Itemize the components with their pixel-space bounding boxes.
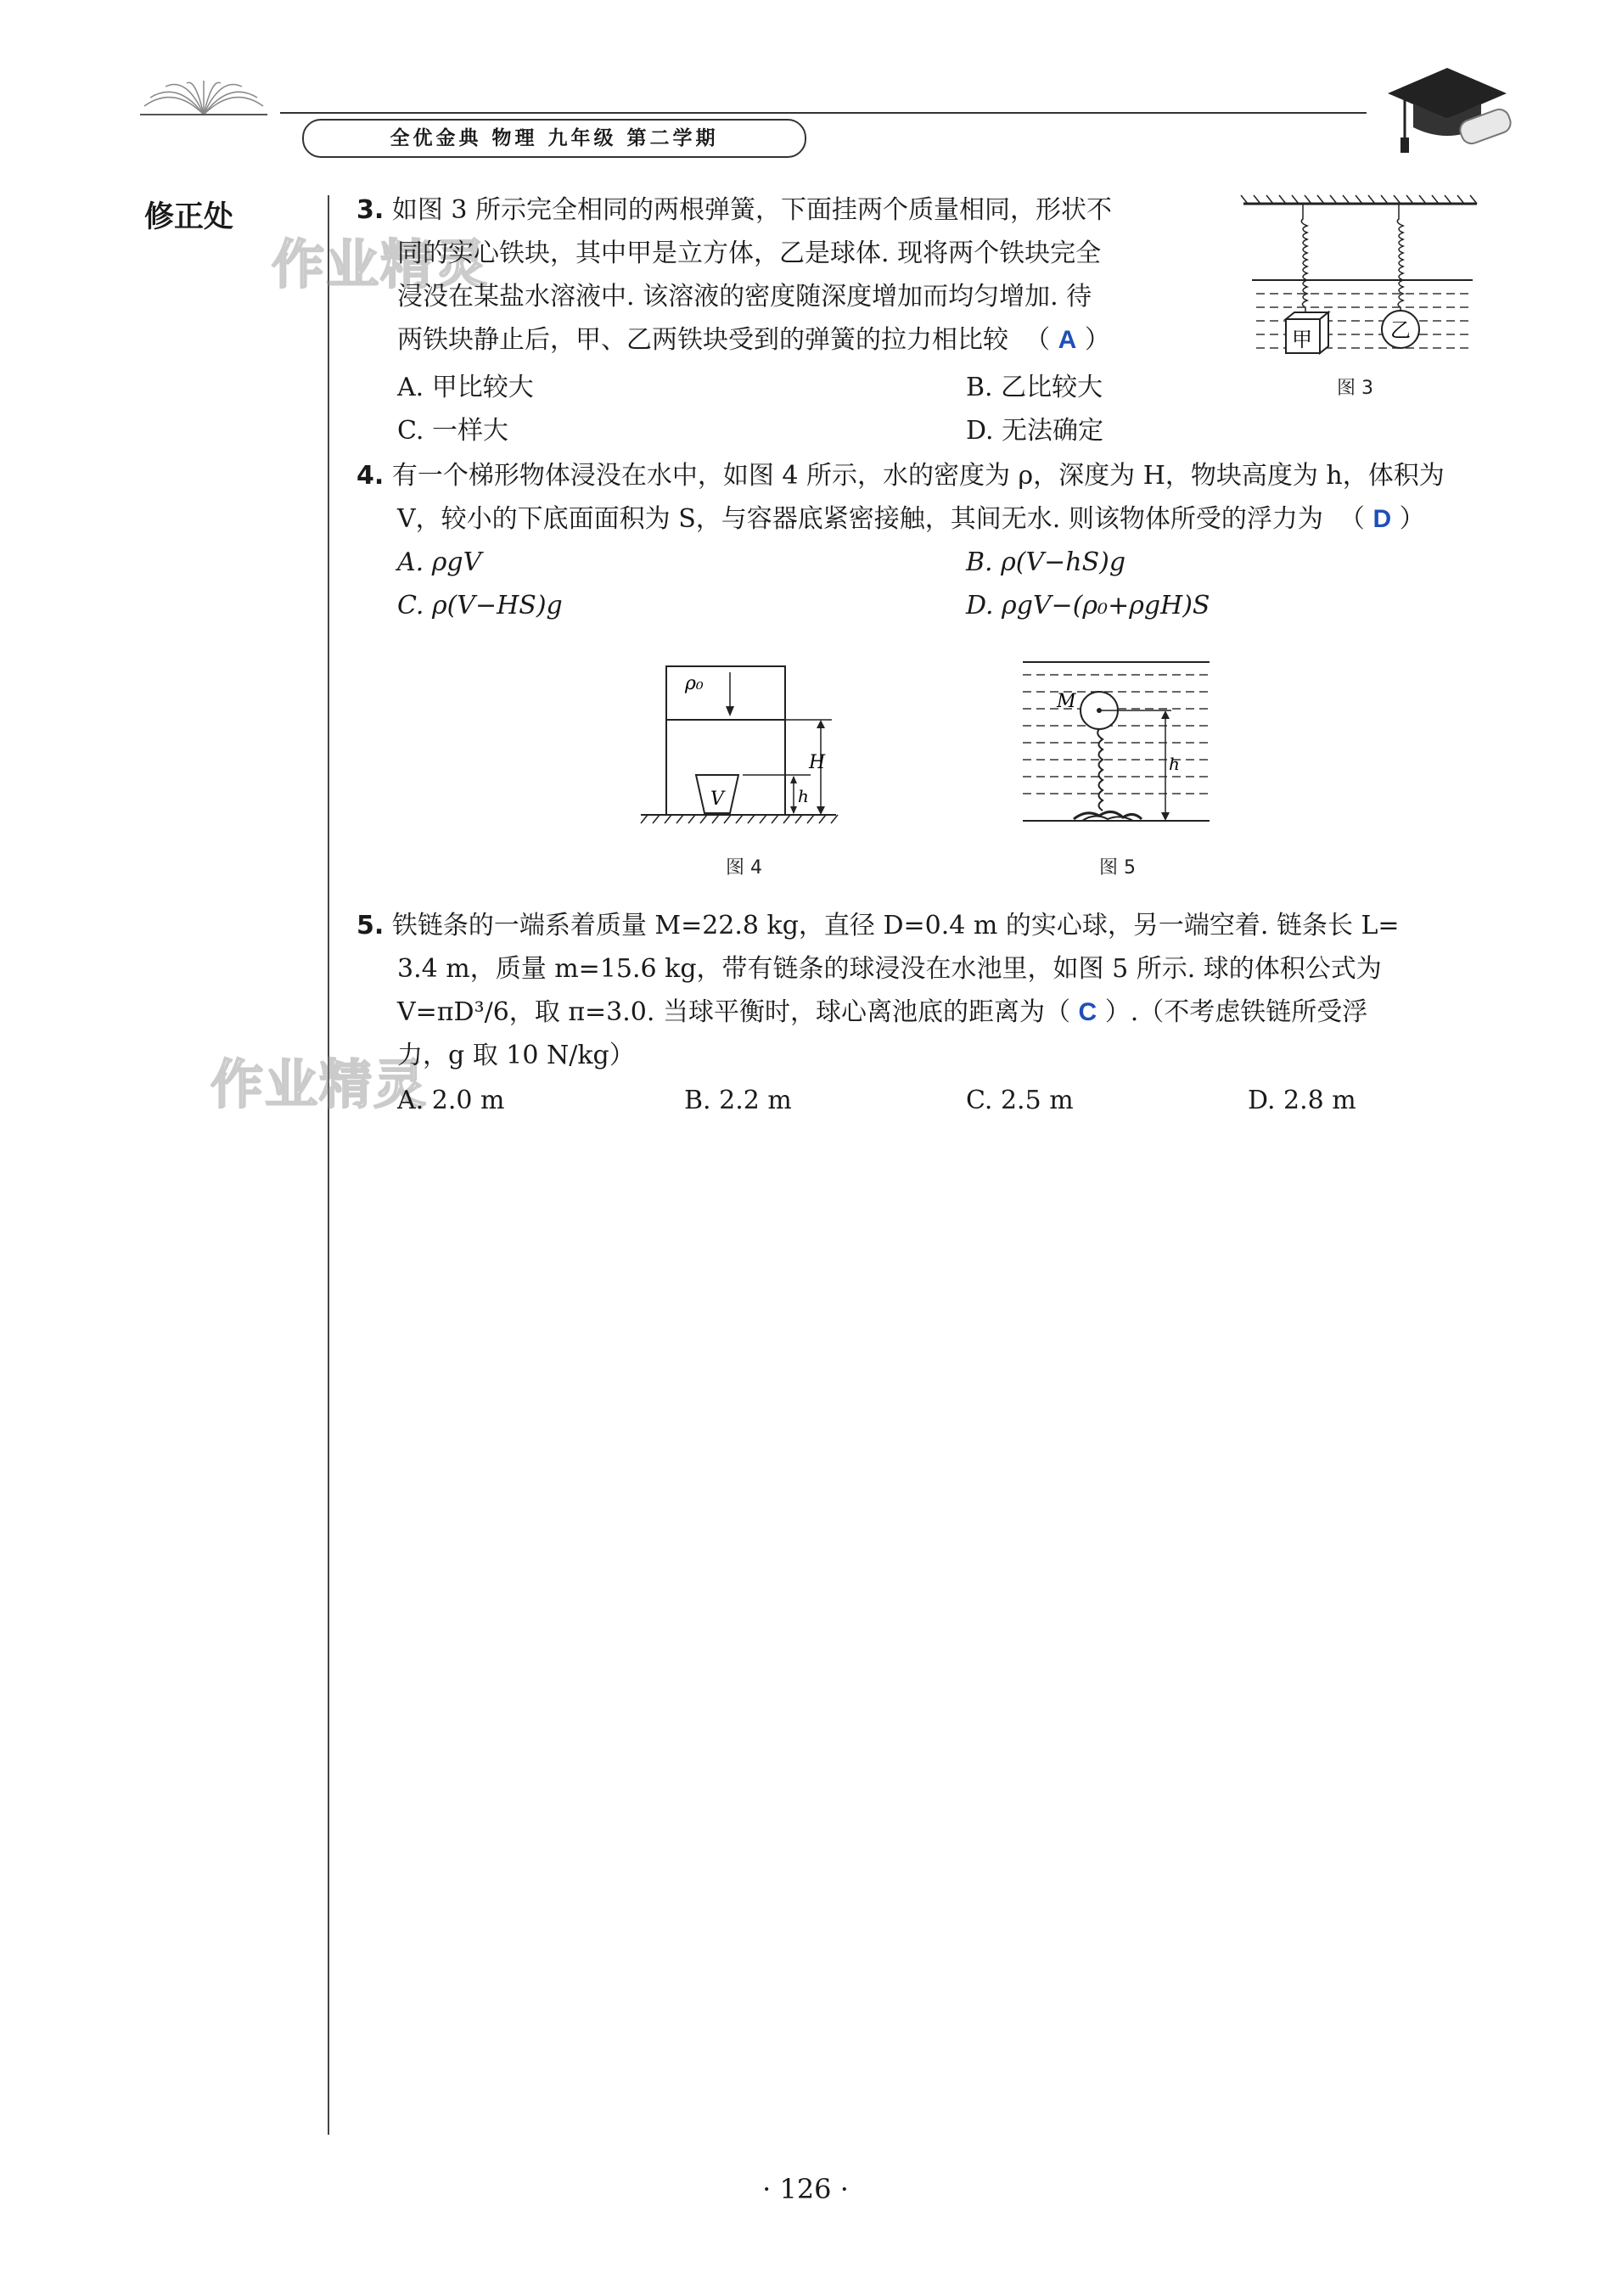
header-book-icon xyxy=(140,68,267,119)
answer-mark: C xyxy=(1078,998,1097,1026)
question-number: 4. xyxy=(356,461,385,491)
header-rule xyxy=(280,112,1367,114)
watermark: 作业精灵 xyxy=(272,233,490,295)
question-line: 力，g 取 10 N/kg） xyxy=(397,1041,635,1070)
option-b: B. 乙比较大 xyxy=(966,373,1103,402)
fig5-caption: 图 5 xyxy=(1099,857,1136,879)
question-line: V=πD³/6，取 π=3.0. 当球平衡时，球心离池底的距离为（ xyxy=(397,997,1070,1027)
margin-label: 修正处 xyxy=(144,200,234,234)
option-c: C. 一样大 xyxy=(397,416,508,446)
fig5-label-M: M xyxy=(1057,691,1076,712)
option-c: C. ρ(V−HS)g xyxy=(397,591,563,620)
figure-3 xyxy=(1239,194,1481,363)
question-line: 有一个梯形物体浸没在水中，如图 4 所示，水的密度为 ρ，深度为 H，物块高度为 h，体积为 xyxy=(391,461,1445,491)
question-3: 3. 如图 3 所示完全相同的两根弹簧，下面挂两个质量相同，形状不 同的实心铁块，其中甲是立方体，乙是球体. 现将两个铁块完全 浸没在某盐水溶液中. 该溶液的密度随深度增加而均匀增加. 待 两铁块静止后，甲、乙两铁块受到的弹簧的拉力相比较 （ A ） xyxy=(356,195,1112,355)
fig4-label-p0: ρ₀ xyxy=(685,673,704,694)
question-line: V，较小的下底面面积为 S，与容器底紧密接触，其间无水. 则该物体所受的浮力为 xyxy=(397,504,1323,534)
option-d: D. 2.8 m xyxy=(1248,1086,1356,1115)
fig5-label-h: h xyxy=(1169,754,1180,774)
question-number: 3. xyxy=(356,195,385,225)
question-line: 如图 3 所示完全相同的两根弹簧，下面挂两个质量相同，形状不 xyxy=(391,195,1112,225)
question-number: 5. xyxy=(356,911,385,940)
answer-mark: A xyxy=(1058,326,1077,354)
question-line: 同的实心铁块，其中甲是立方体，乙是球体. 现将两个铁块完全 xyxy=(397,239,1102,268)
fig4-label-V: V xyxy=(710,789,724,810)
fig4-caption: 图 4 xyxy=(726,857,762,879)
page-number: · 126 · xyxy=(762,2173,849,2205)
option-a: A. 甲比较大 xyxy=(397,373,534,402)
question-line: 两铁块静止后，甲、乙两铁块受到的弹簧的拉力相比较 xyxy=(397,325,1008,355)
question-line: 铁链条的一端系着质量 M=22.8 kg，直径 D=0.4 m 的实心球，另一端空着. 链条长 L= xyxy=(391,911,1400,940)
option-c: C. 2.5 m xyxy=(966,1086,1074,1115)
option-a: A. ρgV xyxy=(397,547,482,577)
option-b: B. ρ(V−hS)g xyxy=(966,547,1126,577)
graduation-cap-icon xyxy=(1379,59,1515,161)
question-line: 3.4 m，质量 m=15.6 kg，带有链条的球浸没在水池里，如图 5 所示. 球的体积公式为 xyxy=(397,954,1382,984)
fig3-label-sphere: 乙 xyxy=(1390,318,1411,342)
figure-5 xyxy=(1023,658,1214,828)
option-d: D. 无法确定 xyxy=(966,416,1104,446)
fig4-label-h: h xyxy=(798,786,809,806)
fig3-caption: 图 3 xyxy=(1337,378,1373,399)
figure-4 xyxy=(632,662,845,832)
question-line-tail: ）.（不考虑铁链所受浮 xyxy=(1104,997,1368,1027)
option-a: A. 2.0 m xyxy=(397,1086,505,1115)
question-5 xyxy=(356,904,1400,1077)
question-4: 4. 有一个梯形物体浸没在水中，如图 4 所示，水的密度为 ρ，深度为 H，物块高度为 h，体积为 V，较小的下底面面积为 S，与容器底紧密接触，其间无水. 则该物体所受的浮力为 （ D ） xyxy=(356,461,1445,534)
margin-rule xyxy=(328,195,329,2135)
fig3-label-cube: 甲 xyxy=(1292,328,1312,351)
header-series-title: 全优金典 物理 九年级 第二学期 xyxy=(302,119,806,158)
fig4-label-H: H xyxy=(809,752,826,773)
watermark: 作业精灵 xyxy=(210,1053,429,1115)
answer-mark: D xyxy=(1372,505,1392,533)
option-b: B. 2.2 m xyxy=(684,1086,792,1115)
question-line: 浸没在某盐水溶液中. 该溶液的密度随深度增加而均匀增加. 待 xyxy=(397,282,1092,312)
option-d: D. ρgV−(ρ₀+ρgH)S xyxy=(966,591,1210,620)
